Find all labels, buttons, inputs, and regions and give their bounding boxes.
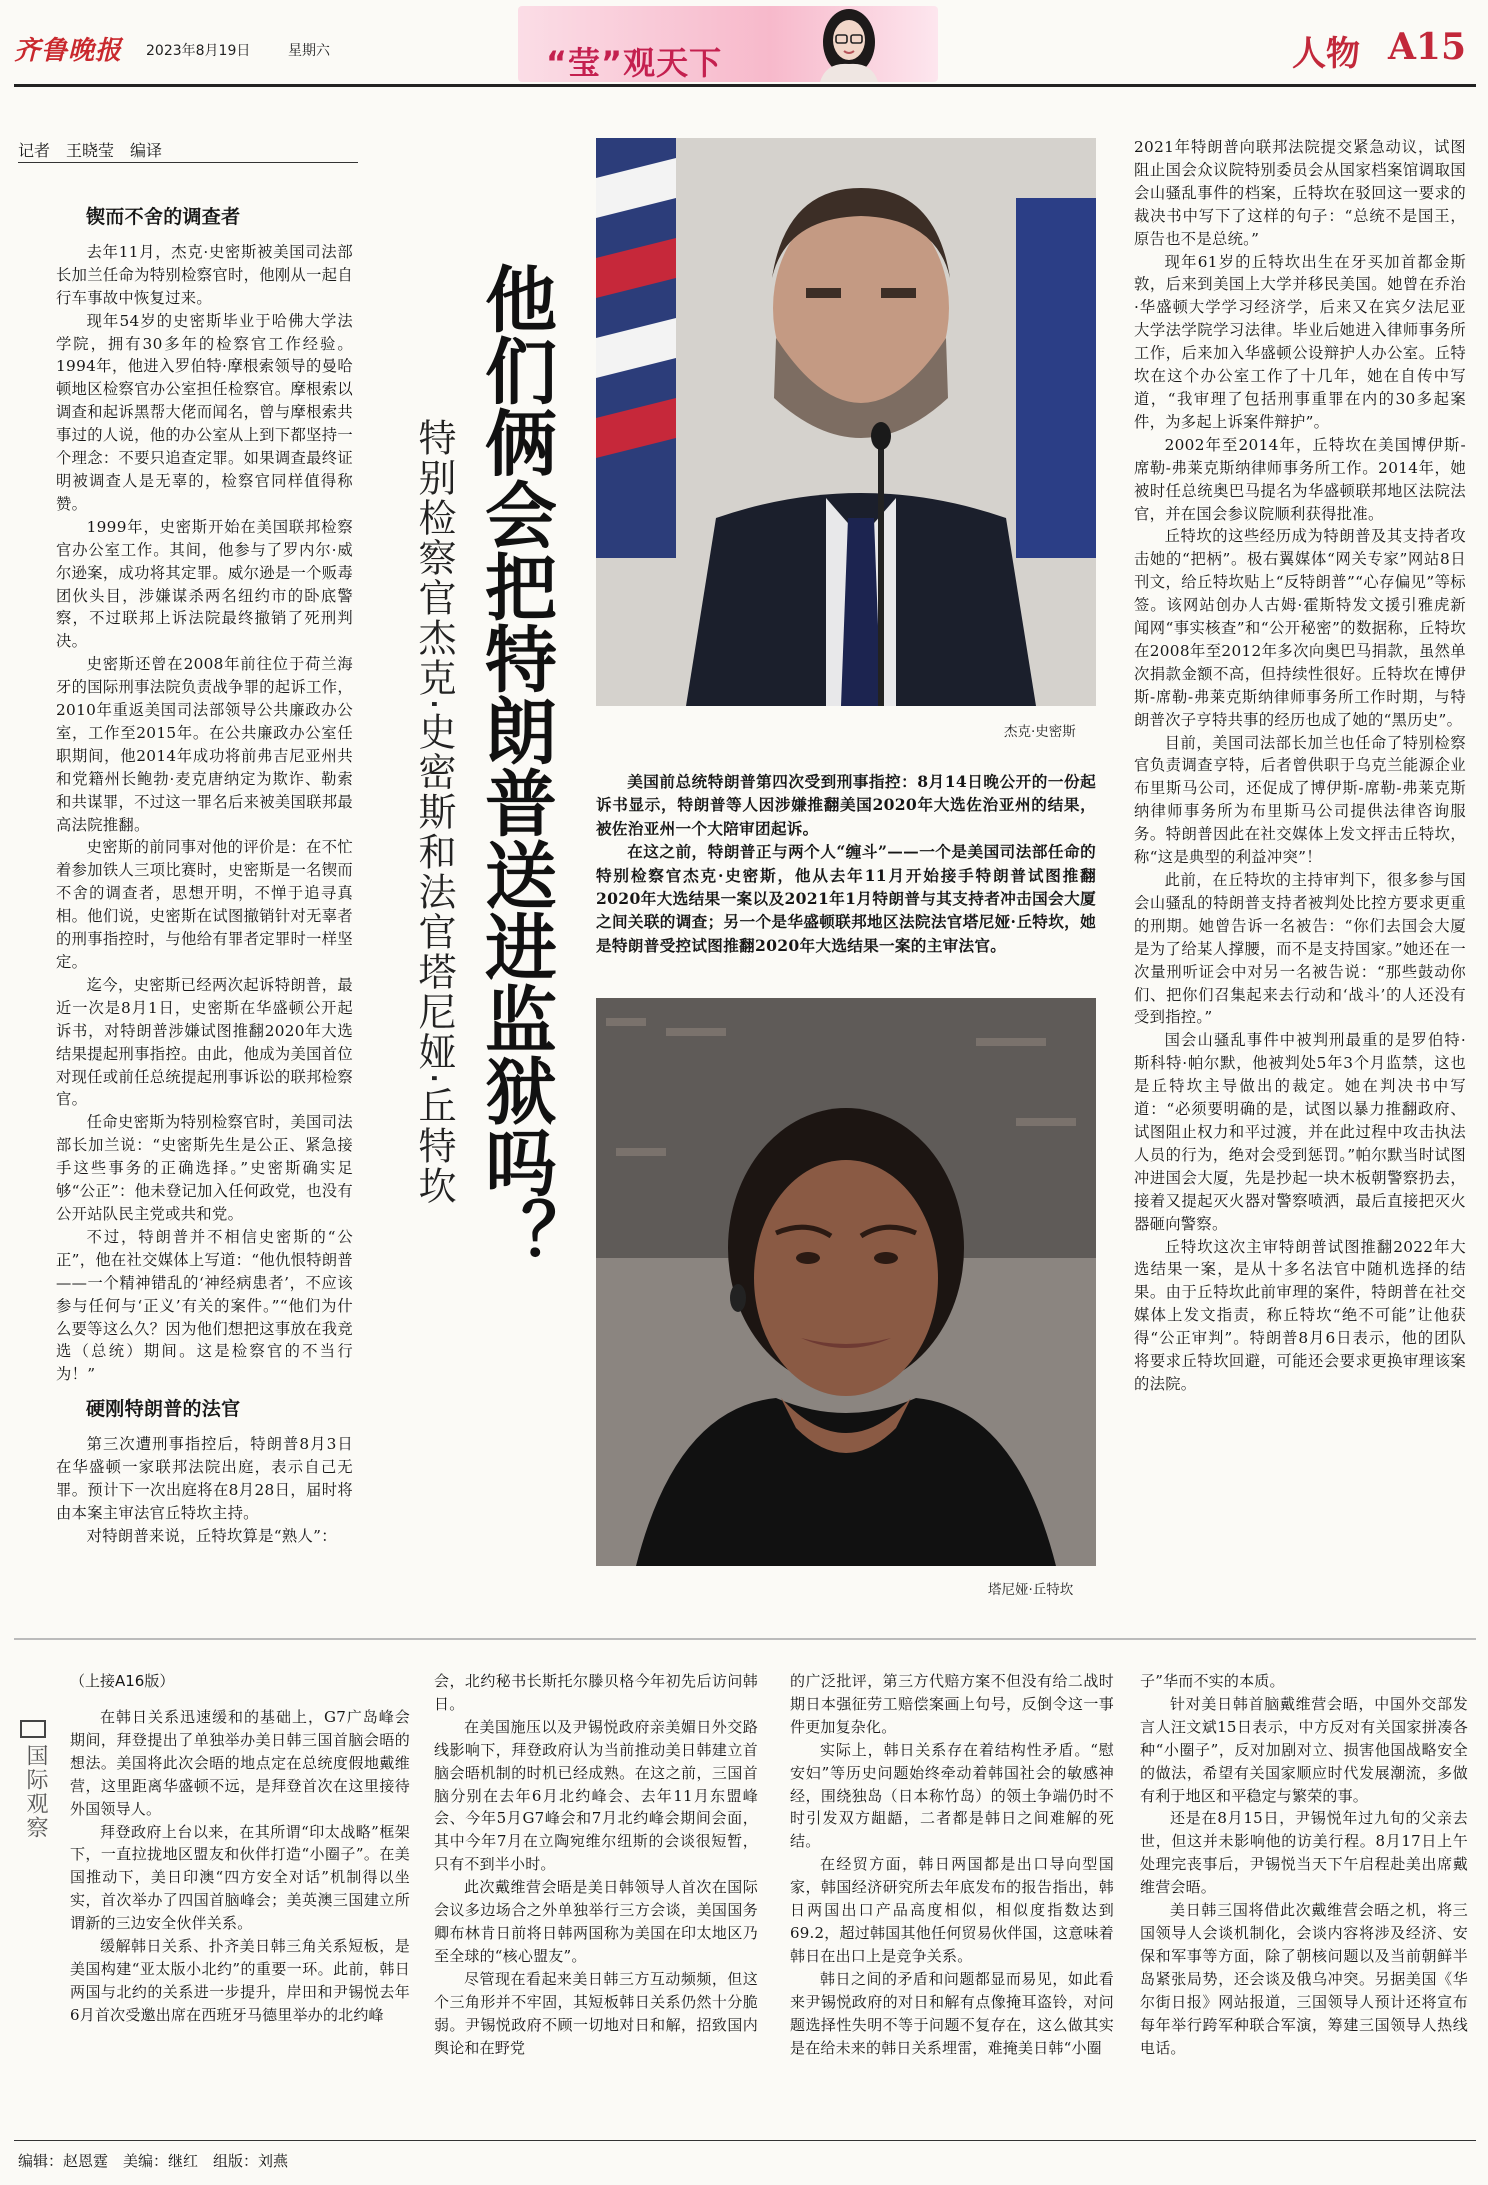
subheadline: 特别检察官杰克·史密斯和法官塔尼娅·丘特坎 (412, 418, 456, 1207)
header-rule (14, 84, 1476, 87)
paragraph: 尽管现在看起来美日韩三方互动频频，但这个三角形并不牢固，其短板韩日关系仍然十分脆弱。尹锡悦政府不顾一切地对日和解，招致国内舆论和在野党 (434, 1969, 758, 2057)
bottom-column-4 (1140, 1670, 1468, 2059)
photo-tanya-chutkan (596, 998, 1096, 1566)
paragraph: 对特朗普来说，丘特坎算是“熟人”： (86, 1526, 337, 1545)
photo1-caption: 杰克·史密斯 (1004, 724, 1076, 740)
paragraph: 国会山骚乱事件中被判刑最重的是罗伯特·斯科特·帕尔默，他被判处5年3个月监禁，这也是丘特坎主导做出的裁定。她在判决书中写道：“必须要明确的是，试图以暴力推翻政府、试图阻止权力和平过渡，并在此过程中攻击执法人员的行为，绝对会受到惩罚。”帕尔默当时试图冲进国会大厦，先是抄起一块木板朝警察扔去，接着又提起灭火器对警察喷洒，最后直接把灭火器砸向警察。 (1134, 1031, 1466, 1233)
right-column (1134, 136, 1466, 1396)
headline: 他们俩会把特朗普送进监狱吗？ (473, 262, 558, 1270)
columnist-avatar (806, 4, 892, 82)
paragraph: 1999年，史密斯开始在美国联邦检察官办公室工作。其间，他参与了罗内尔·威尔逊案，成功将其定罪。威尔逊是一个贩毒团伙头目，涉嫌谋杀两名纽约市的卧底警察，不过联邦上诉法院最终撤销了死刑判决。 (56, 517, 353, 651)
paragraph: 丘特坎的这些经历成为特朗普及其支持者攻击她的“把柄”。极右翼媒体“网关专家”网站8日刊文，给丘特坎贴上“反特朗普”“心存偏见”等标签。该网站创办人古姆·霍斯特发文援引雅虎新闻网“事实核查”和“公开秘密”的数据称，丘特坎在2008年至2012年多次向奥巴马捐款，虽然单次捐款金额不高，但持续性很好。丘特坎在博伊斯-席勒-弗莱克斯纳律师事务所工作时期，与特朗普次子亨特共事的经历也成了她的“黑历史”。 (1134, 527, 1466, 729)
paragraph: 实际上，韩日关系存在着结构性矛盾。“慰安妇”等历史问题始终牵动着韩国社会的敏感神经，围绕独岛（日本称竹岛）的领土争端仍时不时引发双方龃龉，二者都是韩日之间难解的死结。 (790, 1740, 1114, 1851)
paragraph: 现年54岁的史密斯毕业于哈佛大学法学院，拥有30多年的检察官工作经验。1994年，他进入罗伯特·摩根索领导的曼哈顿地区检察官办公室担任检察官。摩根索以调查和起诉黑帮大佬而闻名，曾与摩根索共事过的人说，他的办公室从上到下都坚持一个理念：不要只追查定罪。如果调查最终证明被调查人是无辜的，检察官同样值得称赞。 (56, 311, 353, 513)
page-number: A15 (1388, 26, 1467, 68)
paragraph: 在韩日关系迅速缓和的基础上，G7广岛峰会期间，拜登提出了单独举办美日韩三国首脑会晤的想法。美国将此次会晤的地点定在总统度假地戴维营，这里距离华盛顿不远，是拜登首次在这里接待外国领导人。 (70, 1708, 410, 1818)
column-label-text: 国际观察 (23, 1744, 48, 1840)
lead-paragraphs (596, 770, 1096, 957)
paragraph: 任命史密斯为特别检察官时，美国司法部长加兰说：“史密斯先生是公正、紧急接手这些事务的正确选择。”史密斯确实足够“公正”：他未登记加入任何政党，也没有公开站队民主党或共和党。 (56, 1113, 353, 1223)
byline-rule (18, 162, 358, 163)
bottom-column-3 (790, 1670, 1114, 2059)
column-label (20, 1720, 56, 1840)
paragraph: 迄今，史密斯已经两次起诉特朗普，最近一次是8月1日，史密斯在华盛顿公开起诉书，对特朗普涉嫌试图推翻2020年大选结果提起刑事指控。由此，他成为美国首位对现任或前任总统提起刑事诉讼的联邦检察官。 (56, 975, 353, 1109)
issue-date: 2023年8月19日 (146, 43, 251, 59)
paragraph: 史密斯的前同事对他的评价是：在不忙着参加铁人三项比赛时，史密斯是一名锲而不舍的调查者，思想开明，不惮于追寻真相。他们说，史密斯在试图撤销针对无辜者的刑事指控时，与他给有罪者定罪时一样坚定。 (56, 838, 353, 971)
paragraph: 子”华而不实的本质。 (1140, 1672, 1285, 1690)
paragraph: 目前，美国司法部长加兰也任命了特别检察官负责调查亨特，后者曾供职于乌克兰能源企业布里斯马公司，还促成了博伊斯-席勒-弗莱克斯纳律师事务所为布里斯马公司提供法律咨询服务。特朗普因此在社交媒体上发文抨击丘特坎，称“这是典型的利益冲突”！ (1134, 733, 1466, 867)
paragraph: 去年11月，杰克·史密斯被美国司法部长加兰任命为特别检察官时，他刚从一起自行车事故中恢复过来。 (56, 242, 353, 307)
paragraph: 不过，特朗普并不相信史密斯的“公正”，他在社交媒体上写道：“他仇恨特朗普——一个精神错乱的‘神经病患者’，不应该参与任何与‘正义’有关的案件。”“他们为什么要等这么久？因为他们想把这事放在我竞选（总统）期间。这是检察官的不当行为！” (56, 1227, 353, 1384)
paragraph: 此次戴维营会晤是美日韩领导人首次在国际会议多边场合之外单独举行三方会谈，美国国务卿布林肯日前将日韩两国称为美国在印太地区乃至全球的“核心盟友”。 (434, 1878, 758, 1965)
column-title: “莹”观天下 (546, 44, 723, 82)
paragraph: 会，北约秘书长斯托尔滕贝格今年初先后访问韩日。 (434, 1672, 758, 1713)
bottom-column-1 (70, 1706, 410, 2027)
paragraph: 缓解韩日关系、扑齐美日韩三角关系短板，是美国构建“亚太版小北约”的重要一环。此前，韩日两国与北约的关系进一步提升，岸田和尹锡悦去年6月首次受邀出席在西班牙马德里举办的北约峰 (70, 1937, 410, 2024)
newspaper-logo: 齐鲁晚报 (14, 36, 123, 66)
paragraph: 的广泛批评，第三方代赔方案不但没有给二战时期日本强征劳工赔偿案画上句号，反倒令这一事件更加复杂化。 (790, 1672, 1114, 1736)
bottom-column-2 (434, 1670, 758, 2059)
paragraph: 还是在8月15日，尹锡悦年过九旬的父亲去世，但这并未影响他的访美行程。8月17日上午处理完丧事后，尹锡悦当天下午启程赴美出席戴维营会晤。 (1140, 1809, 1468, 1897)
subhead-investigator: 锲而不舍的调查者 (86, 206, 241, 228)
paragraph: 史密斯还曾在2008年前往位于荷兰海牙的国际刑事法院负责战争罪的起诉工作，2010年重返美国司法部领导公共廉政办公室，工作至2015年。在公共廉政办公室任职期间，他2014年成功将前弗吉尼亚州共和党籍州长鲍勃·麦克唐纳定为欺诈、勒索和共谋罪，不过这一罪名后来被美国联邦最高法院推翻。 (56, 655, 353, 834)
paragraph: 现年61岁的丘特坎出生在牙买加首都金斯敦，后来到美国上大学并移民美国。她曾在乔治·华盛顿大学学习经济学，后来又在宾夕法尼亚大学法学院学习法律。毕业后她进入律师事务所工作，后来加入华盛顿公设辩护人办公室。丘特坎在这个办公室工作了十几年，她在自传中写道，“我审理了包括刑事重罪在内的30多起案件，为多起上诉案件辩护”。 (1134, 252, 1466, 431)
editor-credits: 编辑：赵恩霆 美编：继红 组版：刘燕 (18, 2152, 289, 2170)
paragraph: 韩日之间的矛盾和问题都显而易见，如此看来尹锡悦政府的对日和解有点像掩耳盗铃，对问题选择性失明不等于问题不复存在，这么做其实是在给未来的韩日关系埋雷，难掩美日韩“小圈 (790, 1969, 1114, 2057)
paragraph: 2021年特朗普向联邦法院提交紧急动议，试图阻止国会众议院特别委员会从国家档案馆调取国会山骚乱事件的档案，丘特坎在驳回这一要求的裁决书中写下了这样的句子：“总统不是国王，原告也不是总统。” (1134, 138, 1466, 248)
lead-paragraph: 在这之前，特朗普正与两个人“缠斗”——一个是美国司法部任命的特别检察官杰克·史密斯，他从去年11月开始接手特朗普试图推翻2020年大选结果一案以及2021年1月特朗普与其支持者冲击国会大厦之间关联的调查；另一个是华盛顿联邦地区法院法官塔尼娅·丘特坎，她是特朗普受控试图推翻2020年大选结果一案的主审法官。 (596, 842, 1096, 955)
continued-note: （上接A16版） (70, 1672, 175, 1690)
paragraph: 拜登政府上台以来，在其所谓“印太战略”框架下，一直拉拢地区盟友和伙伴打造“小圈子”。在美国推动下，美日印澳“四方安全对话”机制得以坐实，首次举办了四国首脑峰会；美英澳三国建立所谓新的三边安全伙伴关系。 (70, 1822, 410, 1933)
paragraph: 在经贸方面，韩日两国都是出口导向型国家，韩国经济研究所去年底发布的报告指出，韩日两国出口产品高度相似，相似度指数达到69.2，超过韩国其他任何贸易伙伴国，这意味着韩日在出口上是竞争关系。 (790, 1855, 1114, 1965)
footer-rule (14, 2140, 1476, 2141)
column-label-box (20, 1720, 46, 1738)
photo-jack-smith (596, 138, 1096, 706)
paragraph: 美日韩三国将借此次戴维营会晤之机，将三国领导人会谈机制化，会谈内容将涉及经济、安保和军事等方面，除了朝核问题以及当前朝鲜半岛紧张局势，还会谈及俄乌冲突。另据美国《华尔街日报》网站报道，三国领导人预计还将宣布每年举行跨军种联合军演，筹建三国领导人热线电话。 (1140, 1901, 1468, 2057)
section-name: 人物 (1292, 34, 1360, 74)
photo2-caption: 塔尼娅·丘特坎 (988, 1582, 1074, 1598)
paragraph: 丘特坎这次主审特朗普试图推翻2022年大选结果一案，是从十多名法官中随机选择的结果。由于丘特坎此前审理的案件，特朗普在社交媒体上发文指责，称丘特坎“绝不可能”让他获得“公正审判”。特朗普8月6日表示，他的团队将要求丘特坎回避，可能还会要求更换审理该案的法院。 (1134, 1237, 1466, 1393)
paragraph: 针对美日韩首脑戴维营会晤，中国外交部发言人汪文斌15日表示，中方反对有关国家拼凑各种“小圈子”，反对加剧对立、损害他国战略安全的做法，希望有关国家顺应时代发展潮流，多做有利于地区和平稳定与繁荣的事。 (1140, 1694, 1468, 1805)
paragraph: 在美国施压以及尹锡悦政府亲美媚日外交路线影响下，拜登政府认为当前推动美日韩建立首脑会晤机制的时机已经成熟。在这之前，三国首脑分别在去年6月北约峰会、去年11月东盟峰会、今年5月G7峰会和7月北约峰会期间会面，其中今年7月在立陶宛维尔纽斯的会谈很短暂，只有不到半小时。 (434, 1717, 758, 1874)
subhead-judge: 硬刚特朗普的法官 (86, 1398, 241, 1421)
issue-weekday: 星期六 (288, 43, 330, 59)
byline: 记者 王晓莹 编译 (18, 141, 163, 160)
left-column (56, 206, 353, 1548)
section-rule (14, 1638, 1476, 1640)
lead-paragraph: 美国前总统特朗普第四次受到刑事指控：8月14日晚公开的一份起诉书显示，特朗普等人因涉嫌推翻美国2020年大选佐治亚州的结果，被佐治亚州一个大陪审团起诉。 (596, 772, 1096, 838)
paragraph: 2002年至2014年，丘特坎在美国博伊斯-席勒-弗莱克斯纳律师事务所工作。2014年，她被时任总统奥巴马提名为华盛顿联邦地区法院法官，并在国会参议院顺利获得批准。 (1134, 435, 1466, 523)
paragraph: 第三次遭刑事指控后，特朗普8月3日在华盛顿一家联邦法院出庭，表示自己无罪。预计下一次出庭将在8月28日，届时将由本案主审法官丘特坎主持。 (56, 1435, 353, 1522)
paragraph: 此前，在丘特坎的主持审判下，很多参与国会山骚乱的特朗普支持者被判处比控方要求更重的刑期。她曾告诉一名被告：“你们去国会大厦是为了给某人撑腰，而不是支持国家。”她还在一次量刑听证会中对另一名被告说：“那些鼓动你们、把你们召集起来去行动和‘战斗’的人还没有受到指控。” (1134, 871, 1466, 1027)
